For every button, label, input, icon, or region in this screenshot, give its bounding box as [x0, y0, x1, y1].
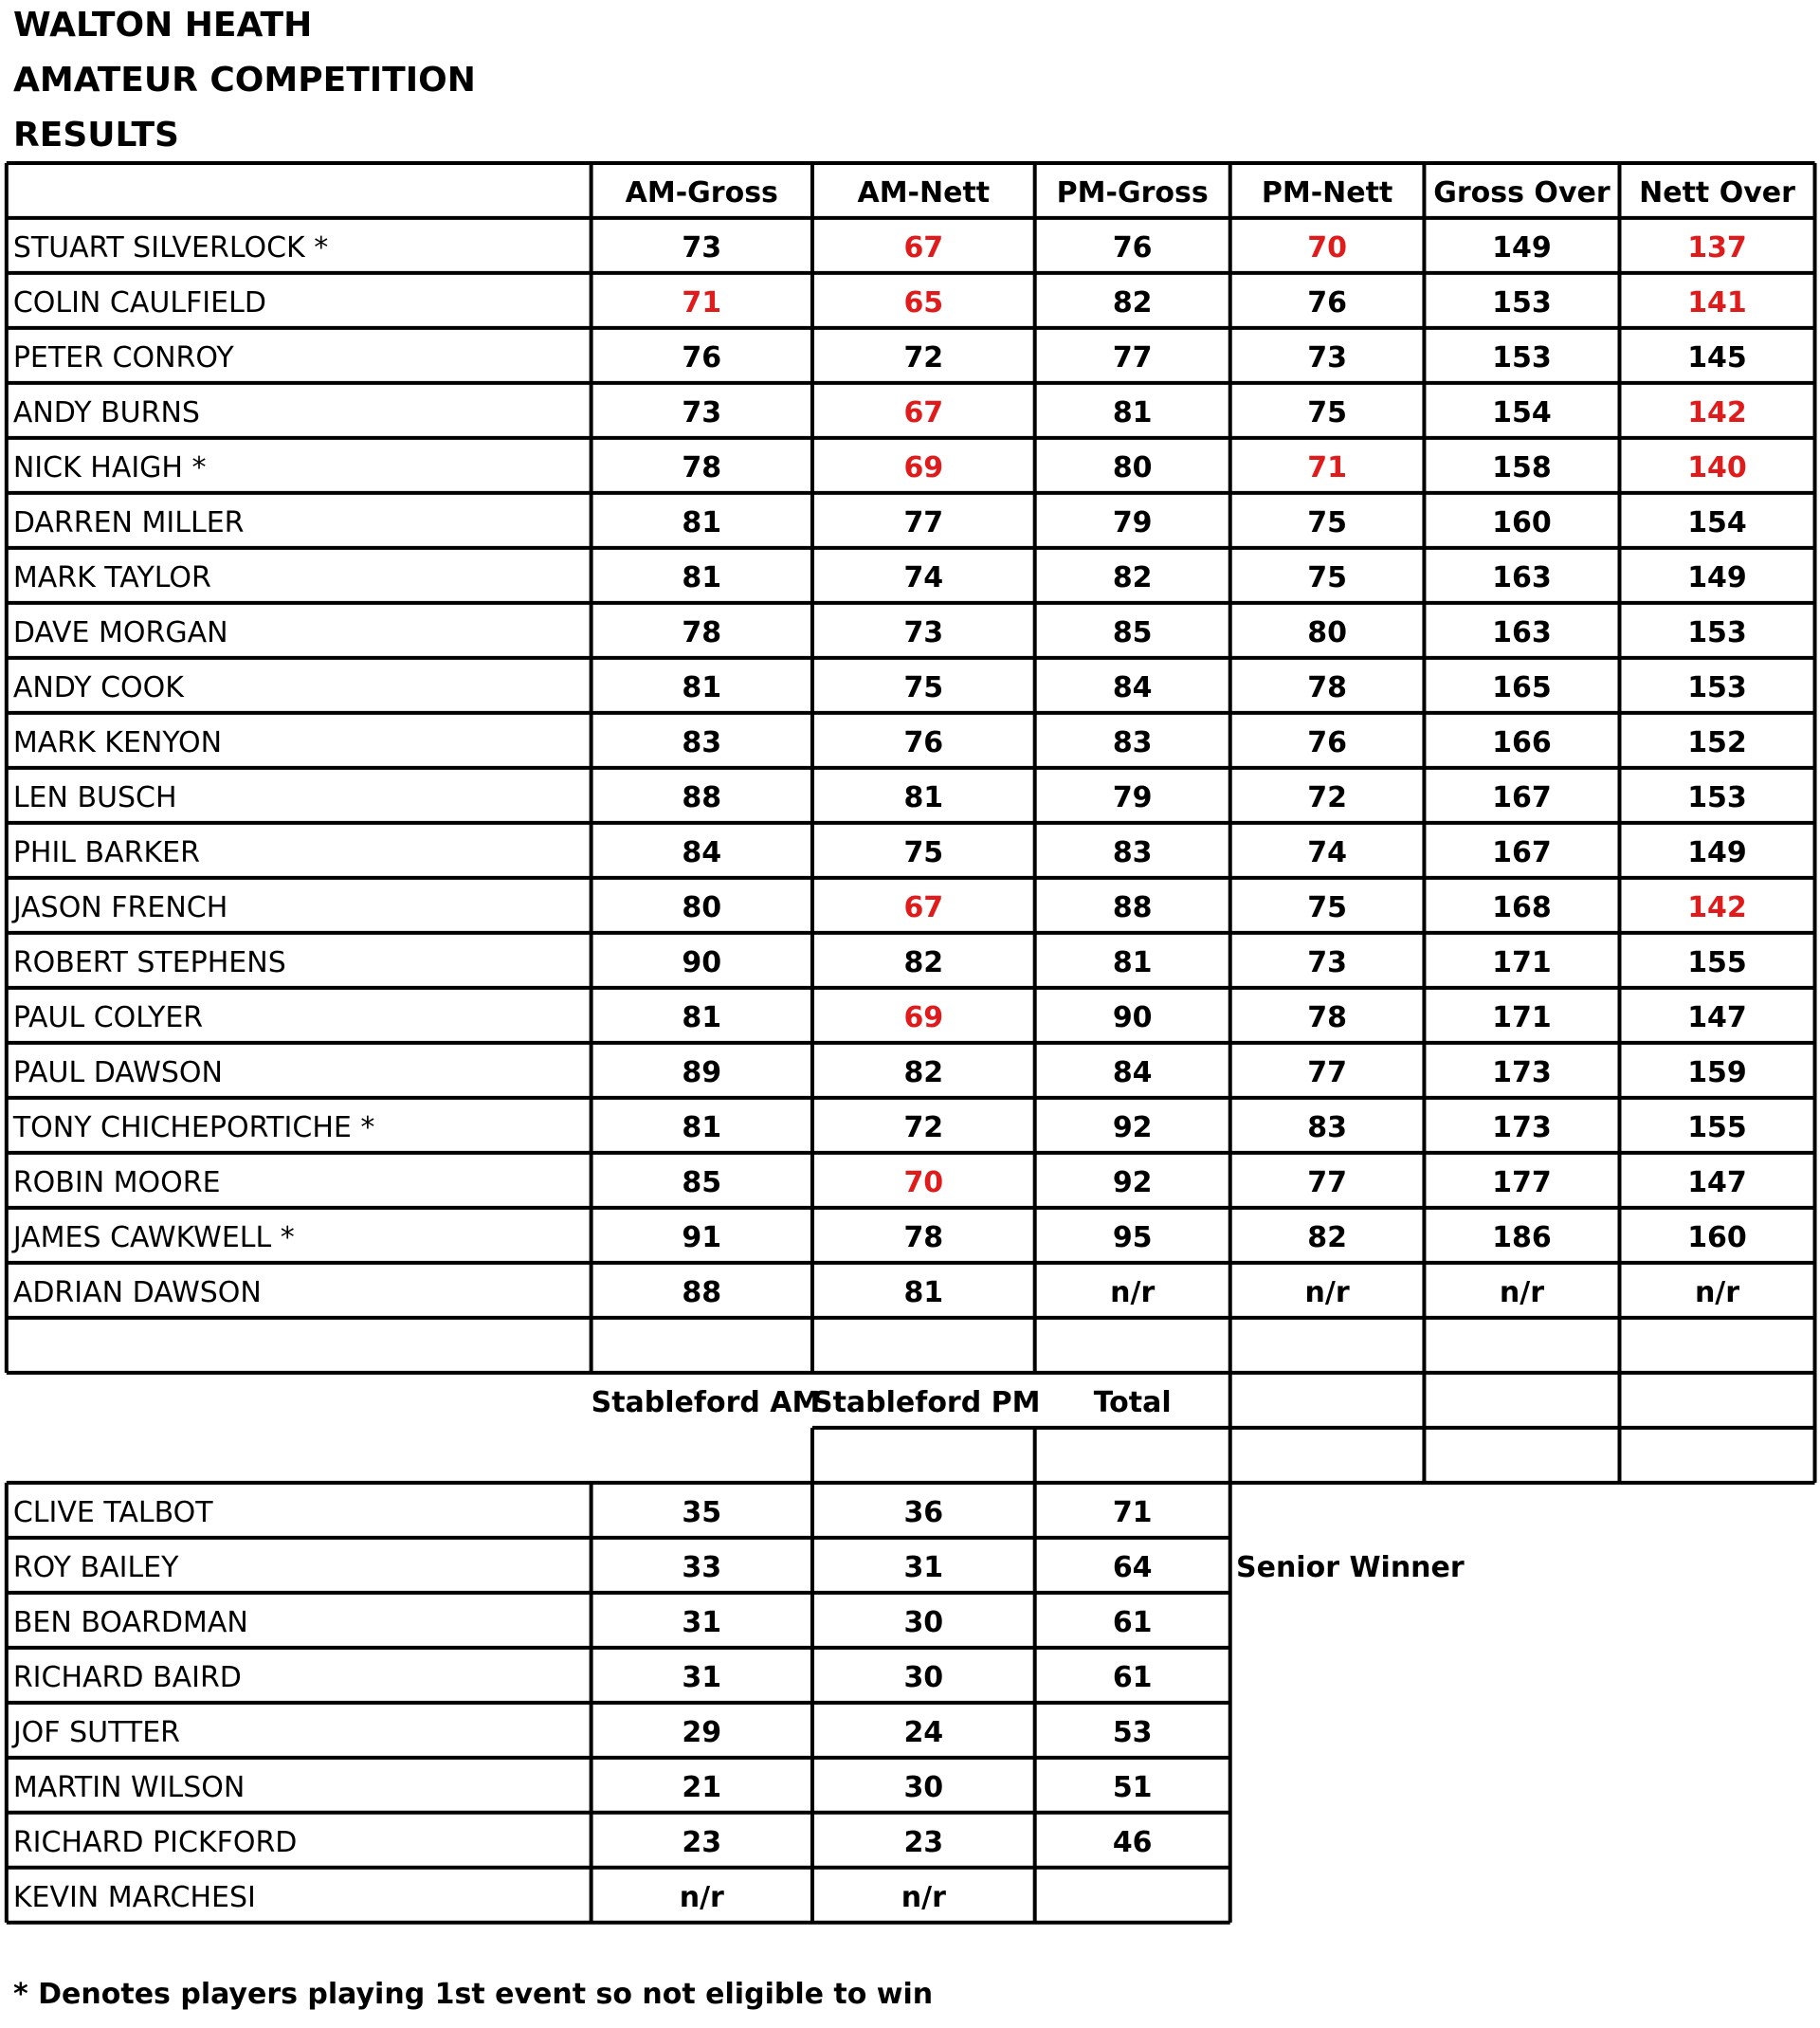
- player-name: COLIN CAULFIELD: [12, 285, 266, 320]
- score-cell: 79: [1112, 505, 1153, 539]
- score-cell: 77: [1112, 340, 1153, 375]
- score-cell: 83: [1112, 835, 1153, 869]
- score-cell: 84: [1112, 1055, 1153, 1089]
- score-cell: 153: [1492, 340, 1552, 375]
- score-cell: 158: [1492, 450, 1552, 484]
- score-cell: 173: [1492, 1055, 1552, 1089]
- score-cell: 145: [1687, 340, 1747, 375]
- stableford-column-header: Total: [1093, 1385, 1172, 1419]
- score-cell: 80: [682, 890, 722, 924]
- score-cell: 78: [903, 1220, 944, 1254]
- score-cell: 137: [1687, 230, 1747, 265]
- score-cell: 70: [903, 1165, 944, 1199]
- score-cell: 92: [1112, 1165, 1153, 1199]
- score-cell: 173: [1492, 1110, 1552, 1144]
- score-cell: 81: [682, 560, 722, 594]
- score-cell: 153: [1492, 285, 1552, 320]
- score-cell: 81: [682, 1110, 722, 1144]
- score-cell: 153: [1687, 780, 1747, 814]
- score-cell: 154: [1687, 505, 1747, 539]
- score-cell: 73: [1307, 945, 1347, 979]
- stableford-cell: 33: [682, 1550, 722, 1584]
- score-cell: 186: [1492, 1220, 1552, 1254]
- score-cell: 73: [682, 395, 722, 429]
- player-name: ANDY BURNS: [12, 395, 200, 429]
- score-cell: 153: [1687, 615, 1747, 649]
- column-header: AM-Gross: [625, 175, 778, 210]
- score-cell: n/r: [1304, 1275, 1350, 1309]
- score-cell: 75: [903, 670, 944, 704]
- stableford-cell: [1035, 1870, 1230, 1925]
- score-cell: 152: [1687, 725, 1747, 759]
- player-name: STUART SILVERLOCK *: [12, 230, 329, 265]
- player-name: PHIL BARKER: [12, 835, 200, 869]
- score-cell: 83: [1307, 1110, 1347, 1144]
- player-name: RICHARD PICKFORD: [12, 1825, 298, 1859]
- score-cell: 171: [1492, 1000, 1552, 1034]
- score-cell: 88: [1112, 890, 1153, 924]
- player-name: JASON FRENCH: [12, 890, 228, 924]
- score-cell: 147: [1687, 1165, 1747, 1199]
- score-cell: 91: [682, 1220, 722, 1254]
- score-cell: 75: [1307, 505, 1347, 539]
- score-cell: 82: [903, 945, 944, 979]
- score-cell: 78: [682, 450, 722, 484]
- score-cell: 85: [1112, 615, 1153, 649]
- stableford-cell: n/r: [679, 1880, 724, 1914]
- score-cell: 76: [1307, 725, 1347, 759]
- score-cell: 155: [1687, 945, 1747, 979]
- column-header: AM-Nett: [857, 175, 991, 210]
- score-cell: 70: [1307, 230, 1347, 265]
- score-cell: 81: [903, 1275, 944, 1309]
- score-cell: 76: [1112, 230, 1153, 265]
- stableford-cell: 36: [903, 1495, 944, 1529]
- score-cell: n/r: [1110, 1275, 1156, 1309]
- player-name: ADRIAN DAWSON: [12, 1275, 262, 1309]
- score-cell: 160: [1492, 505, 1552, 539]
- score-cell: 78: [1307, 1000, 1347, 1034]
- score-cell: 80: [1307, 615, 1347, 649]
- score-cell: 90: [1112, 1000, 1153, 1034]
- player-name: RICHARD BAIRD: [12, 1660, 242, 1694]
- score-cell: 76: [682, 340, 722, 375]
- score-cell: 82: [1112, 285, 1153, 320]
- stableford-column-header: Stableford AM: [591, 1385, 821, 1419]
- player-name: ROY BAILEY: [12, 1550, 179, 1584]
- score-cell: 72: [903, 340, 944, 375]
- player-name: JAMES CAWKWELL *: [12, 1220, 295, 1254]
- score-cell: 82: [1307, 1220, 1347, 1254]
- stableford-cell: 71: [1112, 1495, 1153, 1529]
- stableford-cell: 29: [682, 1715, 722, 1749]
- title-line-3: RESULTS: [13, 116, 179, 155]
- score-cell: 75: [1307, 395, 1347, 429]
- score-cell: 80: [1112, 450, 1153, 484]
- score-cell: 77: [1307, 1165, 1347, 1199]
- stableford-column-header: Stableford PM: [811, 1385, 1041, 1419]
- score-cell: 73: [682, 230, 722, 265]
- score-cell: 141: [1687, 285, 1747, 320]
- score-cell: 75: [1307, 890, 1347, 924]
- score-cell: 73: [1307, 340, 1347, 375]
- score-cell: 77: [1307, 1055, 1347, 1089]
- score-cell: 177: [1492, 1165, 1552, 1199]
- stableford-cell: 35: [682, 1495, 722, 1529]
- score-cell: 73: [903, 615, 944, 649]
- player-name: MARTIN WILSON: [12, 1770, 246, 1804]
- score-cell: 74: [903, 560, 944, 594]
- player-name: BEN BOARDMAN: [12, 1605, 248, 1639]
- player-name: NICK HAIGH *: [12, 450, 207, 484]
- player-name: LEN BUSCH: [12, 780, 177, 814]
- score-cell: 154: [1492, 395, 1552, 429]
- footnote: * Denotes players playing 1st event so not eligible to win: [13, 1978, 934, 2011]
- score-cell: 165: [1492, 670, 1552, 704]
- stableford-cell: 23: [903, 1825, 944, 1859]
- score-cell: 167: [1492, 835, 1552, 869]
- score-cell: n/r: [1694, 1275, 1740, 1309]
- score-cell: 81: [682, 1000, 722, 1034]
- score-cell: 83: [682, 725, 722, 759]
- player-name: KEVIN MARCHESI: [12, 1880, 256, 1914]
- score-cell: 74: [1307, 835, 1347, 869]
- score-cell: 166: [1492, 725, 1552, 759]
- stableford-cell: 51: [1112, 1770, 1153, 1804]
- score-cell: 89: [682, 1055, 722, 1089]
- player-name: MARK KENYON: [12, 725, 223, 759]
- score-cell: 149: [1687, 835, 1747, 869]
- score-cell: 81: [1112, 945, 1153, 979]
- score-cell: 75: [1307, 560, 1347, 594]
- stableford-cell: n/r: [901, 1880, 946, 1914]
- player-name: DARREN MILLER: [12, 505, 245, 539]
- score-cell: 83: [1112, 725, 1153, 759]
- score-cell: 155: [1687, 1110, 1747, 1144]
- score-cell: 160: [1687, 1220, 1747, 1254]
- title-line-1: WALTON HEATH: [13, 6, 313, 45]
- score-cell: 159: [1687, 1055, 1747, 1089]
- score-cell: 71: [1307, 450, 1347, 484]
- score-cell: 79: [1112, 780, 1153, 814]
- score-cell: 76: [903, 725, 944, 759]
- score-cell: 72: [1307, 780, 1347, 814]
- score-cell: 92: [1112, 1110, 1153, 1144]
- player-name: PAUL DAWSON: [12, 1055, 223, 1089]
- stableford-cell: 30: [903, 1605, 944, 1639]
- score-cell: 140: [1687, 450, 1747, 484]
- column-header: Gross Over: [1433, 175, 1611, 210]
- column-header: PM-Nett: [1261, 175, 1393, 210]
- stableford-cell: 31: [682, 1660, 722, 1694]
- player-name: JOF SUTTER: [12, 1715, 180, 1749]
- score-cell: 147: [1687, 1000, 1747, 1034]
- score-cell: 82: [1112, 560, 1153, 594]
- player-name: PETER CONROY: [12, 340, 234, 375]
- score-cell: 149: [1687, 560, 1747, 594]
- score-cell: 168: [1492, 890, 1552, 924]
- score-cell: 88: [682, 780, 722, 814]
- stableford-cell: 21: [682, 1770, 722, 1804]
- player-name: TONY CHICHEPORTICHE *: [12, 1110, 375, 1144]
- score-cell: 95: [1112, 1220, 1153, 1254]
- score-cell: 81: [682, 670, 722, 704]
- score-cell: 78: [682, 615, 722, 649]
- score-cell: 167: [1492, 780, 1552, 814]
- score-cell: 75: [903, 835, 944, 869]
- score-cell: 85: [682, 1165, 722, 1199]
- player-name: ROBERT STEPHENS: [12, 945, 286, 979]
- score-cell: 88: [682, 1275, 722, 1309]
- player-name: MARK TAYLOR: [12, 560, 211, 594]
- player-name: PAUL COLYER: [12, 1000, 204, 1034]
- stableford-cell: 61: [1112, 1660, 1153, 1694]
- score-cell: 82: [903, 1055, 944, 1089]
- score-cell: 67: [903, 890, 944, 924]
- score-cell: 65: [903, 285, 944, 320]
- score-cell: 71: [682, 285, 722, 320]
- stableford-cell: 46: [1112, 1825, 1153, 1859]
- column-header: PM-Gross: [1056, 175, 1209, 210]
- stableford-cell: 64: [1112, 1550, 1153, 1584]
- score-cell: 67: [903, 395, 944, 429]
- score-cell: 163: [1492, 615, 1552, 649]
- stableford-cell: 61: [1112, 1605, 1153, 1639]
- score-cell: 84: [1112, 670, 1153, 704]
- score-cell: 142: [1687, 395, 1747, 429]
- score-cell: n/r: [1499, 1275, 1544, 1309]
- score-cell: 81: [1112, 395, 1153, 429]
- score-cell: 171: [1492, 945, 1552, 979]
- score-cell: 67: [903, 230, 944, 265]
- score-cell: 142: [1687, 890, 1747, 924]
- score-cell: 90: [682, 945, 722, 979]
- stableford-cell: 30: [903, 1660, 944, 1694]
- player-name: CLIVE TALBOT: [12, 1495, 213, 1529]
- score-cell: 84: [682, 835, 722, 869]
- title-line-2: AMATEUR COMPETITION: [13, 61, 476, 100]
- score-cell: 81: [682, 505, 722, 539]
- player-name: DAVE MORGAN: [12, 615, 228, 649]
- stableford-cell: 53: [1112, 1715, 1153, 1749]
- stableford-cell: 24: [903, 1715, 944, 1749]
- stableford-cell: 31: [903, 1550, 944, 1584]
- score-cell: 149: [1492, 230, 1552, 265]
- score-cell: 78: [1307, 670, 1347, 704]
- senior-winner-note: Senior Winner: [1236, 1550, 1465, 1584]
- score-cell: 81: [903, 780, 944, 814]
- score-cell: 77: [903, 505, 944, 539]
- score-cell: 153: [1687, 670, 1747, 704]
- score-cell: 72: [903, 1110, 944, 1144]
- stableford-cell: 31: [682, 1605, 722, 1639]
- score-cell: 69: [903, 450, 944, 484]
- player-name: ROBIN MOORE: [12, 1165, 221, 1199]
- column-header: Nett Over: [1639, 175, 1795, 210]
- player-name: ANDY COOK: [12, 670, 184, 704]
- score-cell: 69: [903, 1000, 944, 1034]
- score-cell: 163: [1492, 560, 1552, 594]
- score-cell: 76: [1307, 285, 1347, 320]
- stableford-cell: 30: [903, 1770, 944, 1804]
- stableford-cell: 23: [682, 1825, 722, 1859]
